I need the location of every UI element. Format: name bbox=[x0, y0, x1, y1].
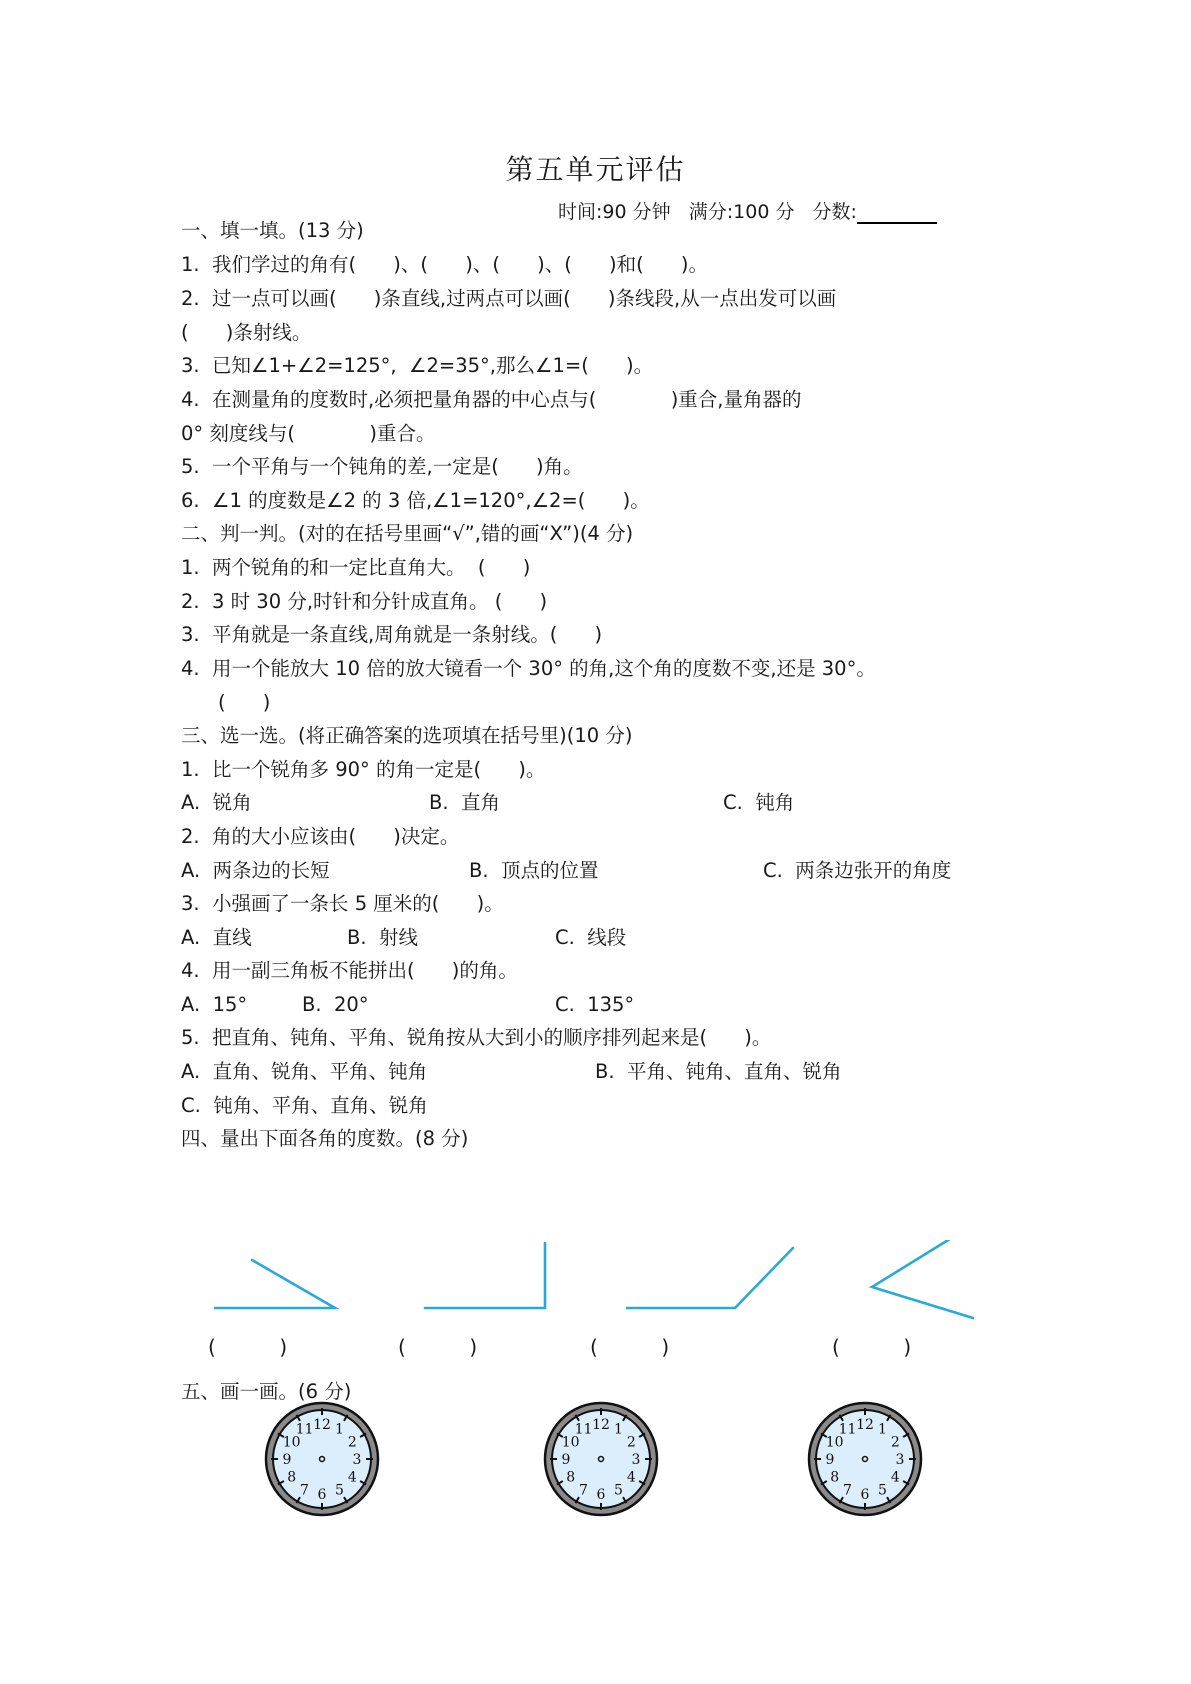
s3-q3-option-c: C. 线段 bbox=[555, 926, 627, 949]
s3-q3-option-a: A. 直线 bbox=[181, 926, 252, 949]
clock-number: 7 bbox=[579, 1482, 588, 1499]
clock-number: 11 bbox=[295, 1421, 314, 1438]
angle-2-answer-blank[interactable]: ( ) bbox=[398, 1335, 478, 1359]
clock-face-2[interactable] bbox=[542, 1400, 660, 1518]
s3-question-3: 3. 小强画了一条长 5 厘米的( )。 bbox=[181, 892, 504, 915]
s3-q2-option-b: B. 顶点的位置 bbox=[469, 859, 599, 882]
angle-figure-4 bbox=[872, 1240, 973, 1318]
clock-number: 12 bbox=[592, 1417, 610, 1433]
section-1-heading: 一、填一填。(13 分) bbox=[181, 219, 364, 242]
clock-number: 7 bbox=[300, 1482, 309, 1499]
clock-number: 9 bbox=[561, 1452, 571, 1468]
clock-icon bbox=[806, 1400, 924, 1518]
s3-q3-option-b: B. 射线 bbox=[347, 926, 418, 949]
angle-figure-2 bbox=[425, 1243, 545, 1308]
angle-1-answer-blank[interactable]: ( ) bbox=[208, 1335, 288, 1359]
s1-question-4-line-2: 0° 刻度线与( )重合。 bbox=[181, 422, 436, 445]
clock-number: 8 bbox=[287, 1469, 297, 1486]
clock-number: 9 bbox=[825, 1452, 835, 1468]
section-2-heading: 二、判一判。(对的在括号里画“√”,错的画“X”)(4 分) bbox=[181, 522, 634, 545]
s3-q2-option-c: C. 两条边张开的角度 bbox=[763, 859, 952, 882]
clock-number: 1 bbox=[878, 1421, 887, 1438]
score-blank[interactable] bbox=[857, 204, 937, 224]
clock-number: 3 bbox=[895, 1452, 905, 1468]
s3-q5-option-c: C. 钝角、平角、直角、锐角 bbox=[181, 1094, 428, 1117]
s3-question-4: 4. 用一副三角板不能拼出( )的角。 bbox=[181, 959, 518, 982]
s3-question-2: 2. 角的大小应该由( )决定。 bbox=[181, 825, 460, 848]
clock-number: 5 bbox=[614, 1482, 623, 1499]
angle-3-answer-blank[interactable]: ( ) bbox=[590, 1335, 670, 1359]
clock-number: 10 bbox=[561, 1434, 580, 1451]
clock-number: 9 bbox=[282, 1452, 292, 1468]
clock-number: 8 bbox=[830, 1469, 840, 1486]
s3-q4-option-a: A. 15° bbox=[181, 993, 248, 1016]
angle-figure-3 bbox=[627, 1248, 793, 1308]
clock-number: 11 bbox=[574, 1421, 593, 1438]
s3-q4-option-b: B. 20° bbox=[302, 993, 369, 1016]
s1-question-2-line-1: 2. 过一点可以画( )条直线,过两点可以画( )条线段,从一点出发可以画 bbox=[181, 287, 837, 310]
s3-q5-option-b: B. 平角、钝角、直角、锐角 bbox=[595, 1060, 842, 1083]
section-4-heading: 四、量出下面各角的度数。(8 分) bbox=[181, 1127, 469, 1150]
clock-number: 1 bbox=[335, 1421, 344, 1438]
s1-question-6: 6. ∠1 的度数是∠2 的 3 倍,∠1=120°,∠2=( )。 bbox=[181, 489, 650, 512]
section-5-heading: 五、画一画。(6 分) bbox=[181, 1380, 352, 1403]
s3-question-5: 5. 把直角、钝角、平角、锐角按从大到小的顺序排列起来是( )。 bbox=[181, 1026, 772, 1049]
clock-icon bbox=[263, 1400, 381, 1518]
s3-q1-option-b: B. 直角 bbox=[429, 791, 500, 814]
clock-number: 2 bbox=[890, 1434, 900, 1451]
clock-number: 11 bbox=[838, 1421, 857, 1438]
clock-number: 8 bbox=[566, 1469, 576, 1486]
section-3-heading: 三、选一选。(将正确答案的选项填在括号里)(10 分) bbox=[181, 724, 633, 747]
clock-number: 1 bbox=[614, 1421, 623, 1438]
clock-number: 12 bbox=[313, 1417, 331, 1433]
angle-4-answer-blank[interactable]: ( ) bbox=[832, 1335, 912, 1359]
s1-question-3: 3. 已知∠1+∠2=125°, ∠2=35°,那么∠1=( )。 bbox=[181, 354, 654, 377]
clock-number: 5 bbox=[335, 1482, 344, 1499]
s3-q5-option-a: A. 直角、锐角、平角、钝角 bbox=[181, 1060, 428, 1083]
clock-number: 12 bbox=[856, 1417, 874, 1433]
clock-number: 3 bbox=[352, 1452, 362, 1468]
clock-number: 2 bbox=[347, 1434, 357, 1451]
angle-figure-1 bbox=[215, 1260, 335, 1308]
page-title: 第五单元评估 bbox=[505, 153, 686, 186]
s3-question-1: 1. 比一个锐角多 90° 的角一定是( )。 bbox=[181, 758, 546, 781]
s2-question-4-line-2: ( ) bbox=[218, 691, 271, 714]
clock-face-3[interactable] bbox=[806, 1400, 924, 1518]
clock-number: 10 bbox=[282, 1434, 301, 1451]
s2-question-4-line-1: 4. 用一个能放大 10 倍的放大镜看一个 30° 的角,这个角的度数不变,还是 30°。 bbox=[181, 657, 876, 680]
s3-q1-option-a: A. 锐角 bbox=[181, 791, 252, 814]
exam-meta-text: 时间:90 分钟 满分:100 分 分数: bbox=[558, 201, 857, 223]
s3-q1-option-c: C. 钝角 bbox=[723, 791, 795, 814]
clock-number: 6 bbox=[596, 1487, 606, 1503]
clock-number: 4 bbox=[347, 1469, 357, 1486]
clock-number: 4 bbox=[626, 1469, 636, 1486]
clock-number: 5 bbox=[878, 1482, 887, 1499]
clock-number: 4 bbox=[890, 1469, 900, 1486]
clock-number: 6 bbox=[317, 1487, 327, 1503]
angle-figures bbox=[0, 1240, 1191, 1340]
s3-q2-option-a: A. 两条边的长短 bbox=[181, 859, 330, 882]
s2-question-2: 2. 3 时 30 分,时针和分针成直角。 ( ) bbox=[181, 590, 548, 613]
s1-question-5: 5. 一个平角与一个钝角的差,一定是( )角。 bbox=[181, 455, 583, 478]
clock-number: 3 bbox=[631, 1452, 641, 1468]
clock-number: 7 bbox=[843, 1482, 852, 1499]
clock-number: 10 bbox=[825, 1434, 844, 1451]
clock-icon bbox=[542, 1400, 660, 1518]
s2-question-1: 1. 两个锐角的和一定比直角大。 ( ) bbox=[181, 556, 531, 579]
clock-face-1[interactable] bbox=[263, 1400, 381, 1518]
s1-question-4-line-1: 4. 在测量角的度数时,必须把量角器的中心点与( )重合,量角器的 bbox=[181, 388, 802, 411]
clock-number: 6 bbox=[860, 1487, 870, 1503]
s3-q4-option-c: C. 135° bbox=[555, 993, 635, 1016]
exam-meta bbox=[558, 197, 937, 224]
s1-question-2-line-2: ( )条射线。 bbox=[181, 321, 312, 344]
clock-number: 2 bbox=[626, 1434, 636, 1451]
s2-question-3: 3. 平角就是一条直线,周角就是一条射线。( ) bbox=[181, 623, 603, 646]
s1-question-1: 1. 我们学过的角有( )、( )、( )、( )和( )。 bbox=[181, 253, 709, 276]
